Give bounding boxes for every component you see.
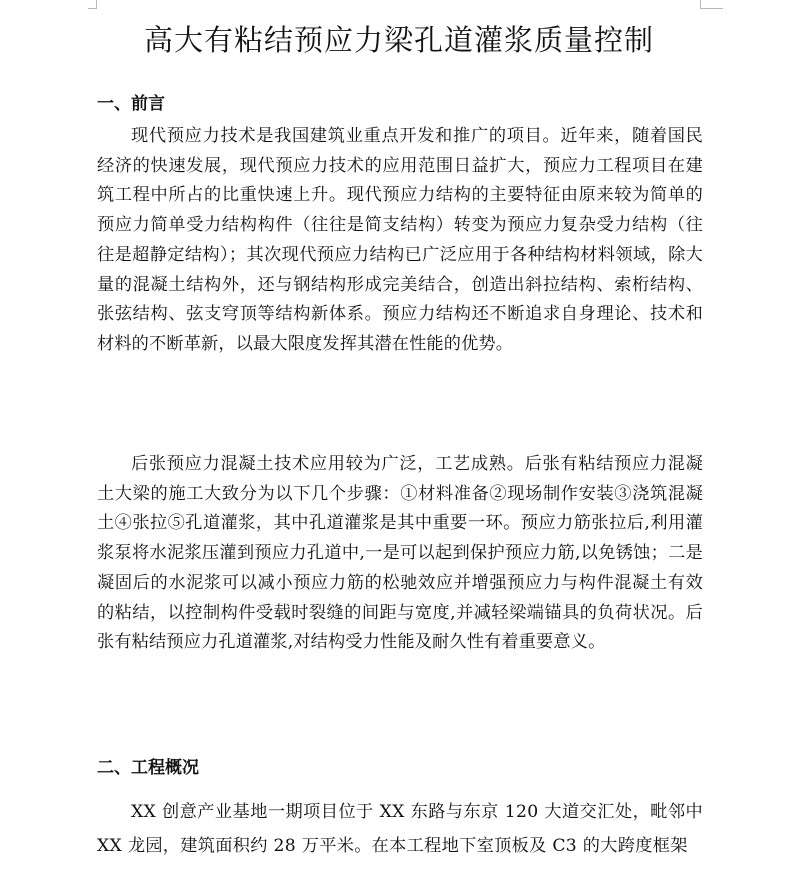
paragraph-preface-1: 现代预应力技术是我国建筑业重点开发和推广的项目。近年来，随着国民经济的快速发展，现代预应力技术的应用范围日益扩大，预应力工程项目在建筑工程中所占的比重快速上升。现代预应力结构的主要特征由原来较为简单的预应力简单受力结构构件（往往是简支结构）转变为预应力复杂受力结构（往往是超静定结构）；其次现代预应力结构已广泛应用于各种结构材料领域，除大量的混凝土结构外，还与钢结构形成完美结合，创造出斜拉结构、索桁结构、张弦结构、弦支穹顶等结构新体系。预应力结构还不断追求自身理论、技术和材料的不断革新，以最大限度发挥其潜在性能的优势。 bbox=[97, 126, 703, 354]
paragraph-preface-2: 后张预应力混凝土技术应用较为广泛，工艺成熟。后张有粘结预应力混凝土大梁的施工大致分为以下几个步骤：①材料准备②现场制作安装③浇筑混凝土④张拉⑤孔道灌浆，其中孔道灌浆是其中重要一环。预应力筋张拉后,利用灌浆泵将水泥浆压灌到预应力孔道中,一是可以起到保护预应力筋,以免锈蚀；二是凝固后的水泥浆可以减小预应力筋的松驰效应并增强预应力与构件混凝土有效的粘结，以控制构件受载时裂缝的间距与宽度,并减轻梁端锚具的负荷状况。后张有粘结预应力孔道灌浆,对结构受力性能及耐久性有着重要意义。 bbox=[97, 454, 703, 653]
page-corner-mark-top-right bbox=[700, 0, 723, 9]
paragraph-project-overview-1: XX 创意产业基地一期项目位于 XX 东路与东京 120 大道交汇处，毗邻中 XX 龙园，建筑面积约 28 万平米。在本工程地下室顶板及 C3 的大跨度框架 bbox=[97, 802, 703, 856]
document-title: 高大有粘结预应力梁孔道灌浆质量控制 bbox=[143, 23, 654, 57]
section-heading-preface: 一、前言 bbox=[97, 94, 165, 114]
page-corner-mark-top-left bbox=[88, 0, 97, 9]
section-heading-project-overview: 二、工程概况 bbox=[97, 758, 199, 778]
